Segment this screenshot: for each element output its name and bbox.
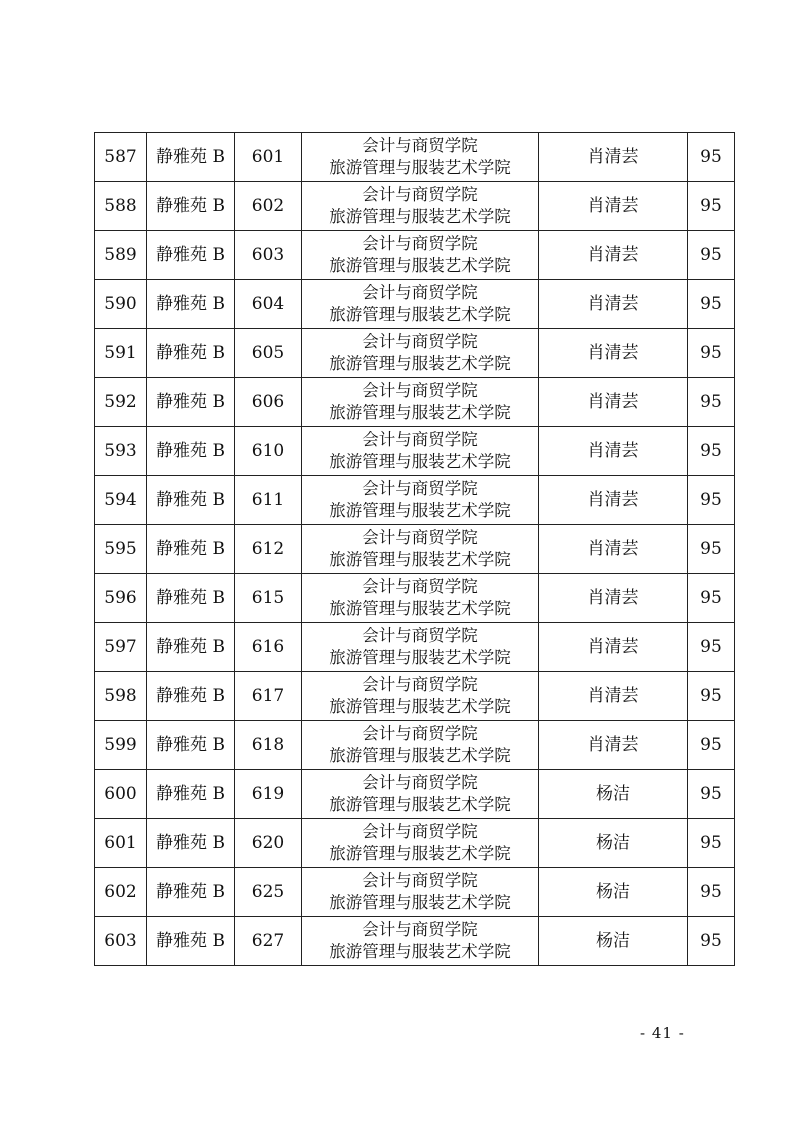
row-number-cell: 597 — [95, 623, 147, 672]
table-row — [95, 525, 735, 574]
responsible-person-cell: 肖清芸 — [539, 623, 688, 672]
responsible-person-cell: 肖清芸 — [539, 476, 688, 525]
college-cell — [302, 917, 539, 966]
table-row — [95, 427, 735, 476]
college-line-secondary: 旅游管理与服装艺术学院 — [329, 550, 511, 569]
row-number-cell: 595 — [95, 525, 147, 574]
row-number-cell: 591 — [95, 329, 147, 378]
room-cell: 619 — [235, 770, 302, 819]
building-cell: 静雅苑 B — [147, 378, 235, 427]
score-cell: 95 — [688, 476, 735, 525]
building-cell: 静雅苑 B — [147, 182, 235, 231]
room-cell: 618 — [235, 721, 302, 770]
page-number: - 41 - — [640, 1024, 685, 1042]
table-row — [95, 476, 735, 525]
score-cell: 95 — [688, 721, 735, 770]
college-cell — [302, 525, 539, 574]
college-line-primary: 会计与商贸学院 — [362, 528, 478, 547]
building-cell: 静雅苑 B — [147, 231, 235, 280]
college-line-primary: 会计与商贸学院 — [362, 626, 478, 645]
table-row — [95, 231, 735, 280]
college-cell — [302, 721, 539, 770]
score-cell: 95 — [688, 623, 735, 672]
room-cell: 616 — [235, 623, 302, 672]
score-cell: 95 — [688, 574, 735, 623]
room-cell: 605 — [235, 329, 302, 378]
responsible-person-cell: 杨洁 — [539, 868, 688, 917]
college-line-secondary: 旅游管理与服装艺术学院 — [329, 207, 511, 226]
room-cell: 603 — [235, 231, 302, 280]
responsible-person-cell: 肖清芸 — [539, 525, 688, 574]
college-cell — [302, 672, 539, 721]
college-cell — [302, 819, 539, 868]
table-row — [95, 182, 735, 231]
room-cell: 617 — [235, 672, 302, 721]
responsible-person-cell: 肖清芸 — [539, 574, 688, 623]
score-cell: 95 — [688, 182, 735, 231]
building-cell: 静雅苑 B — [147, 329, 235, 378]
college-line-primary: 会计与商贸学院 — [362, 185, 478, 204]
college-cell — [302, 280, 539, 329]
table-row — [95, 329, 735, 378]
row-number-cell: 598 — [95, 672, 147, 721]
row-number-cell: 601 — [95, 819, 147, 868]
responsible-person-cell: 肖清芸 — [539, 672, 688, 721]
row-number-cell: 592 — [95, 378, 147, 427]
college-cell — [302, 231, 539, 280]
table-row — [95, 378, 735, 427]
table-row — [95, 672, 735, 721]
college-line-primary: 会计与商贸学院 — [362, 773, 478, 792]
college-line-secondary: 旅游管理与服装艺术学院 — [329, 599, 511, 618]
college-cell — [302, 623, 539, 672]
college-line-secondary: 旅游管理与服装艺术学院 — [329, 795, 511, 814]
responsible-person-cell: 肖清芸 — [539, 378, 688, 427]
responsible-person-cell: 肖清芸 — [539, 182, 688, 231]
college-line-primary: 会计与商贸学院 — [362, 136, 478, 155]
college-line-primary: 会计与商贸学院 — [362, 332, 478, 351]
room-cell: 627 — [235, 917, 302, 966]
score-cell: 95 — [688, 868, 735, 917]
building-cell: 静雅苑 B — [147, 819, 235, 868]
row-number-cell: 603 — [95, 917, 147, 966]
score-cell: 95 — [688, 280, 735, 329]
row-number-cell: 590 — [95, 280, 147, 329]
row-number-cell: 588 — [95, 182, 147, 231]
row-number-cell: 599 — [95, 721, 147, 770]
building-cell: 静雅苑 B — [147, 133, 235, 182]
college-line-secondary: 旅游管理与服装艺术学院 — [329, 354, 511, 373]
table-row — [95, 868, 735, 917]
college-cell — [302, 476, 539, 525]
building-cell: 静雅苑 B — [147, 672, 235, 721]
building-cell: 静雅苑 B — [147, 623, 235, 672]
responsible-person-cell: 杨洁 — [539, 917, 688, 966]
score-cell: 95 — [688, 231, 735, 280]
score-cell: 95 — [688, 525, 735, 574]
college-cell — [302, 868, 539, 917]
room-cell: 602 — [235, 182, 302, 231]
table-body — [95, 133, 735, 966]
score-cell: 95 — [688, 917, 735, 966]
responsible-person-cell: 肖清芸 — [539, 280, 688, 329]
college-line-primary: 会计与商贸学院 — [362, 920, 478, 939]
college-line-primary: 会计与商贸学院 — [362, 430, 478, 449]
score-cell: 95 — [688, 819, 735, 868]
score-cell: 95 — [688, 427, 735, 476]
college-line-secondary: 旅游管理与服装艺术学院 — [329, 697, 511, 716]
responsible-person-cell: 杨洁 — [539, 819, 688, 868]
table-row — [95, 623, 735, 672]
building-cell: 静雅苑 B — [147, 868, 235, 917]
college-line-primary: 会计与商贸学院 — [362, 577, 478, 596]
college-line-primary: 会计与商贸学院 — [362, 871, 478, 890]
college-line-primary: 会计与商贸学院 — [362, 283, 478, 302]
building-cell: 静雅苑 B — [147, 476, 235, 525]
college-line-primary: 会计与商贸学院 — [362, 822, 478, 841]
row-number-cell: 594 — [95, 476, 147, 525]
building-cell: 静雅苑 B — [147, 721, 235, 770]
building-cell: 静雅苑 B — [147, 427, 235, 476]
row-number-cell: 602 — [95, 868, 147, 917]
college-cell — [302, 182, 539, 231]
row-number-cell: 600 — [95, 770, 147, 819]
college-cell — [302, 574, 539, 623]
dormitory-score-table — [94, 132, 735, 966]
score-cell: 95 — [688, 770, 735, 819]
table-row — [95, 574, 735, 623]
room-cell: 601 — [235, 133, 302, 182]
table-row — [95, 770, 735, 819]
college-line-secondary: 旅游管理与服装艺术学院 — [329, 893, 511, 912]
room-cell: 612 — [235, 525, 302, 574]
responsible-person-cell: 肖清芸 — [539, 721, 688, 770]
college-line-primary: 会计与商贸学院 — [362, 381, 478, 400]
table-row — [95, 917, 735, 966]
score-cell: 95 — [688, 329, 735, 378]
score-cell: 95 — [688, 672, 735, 721]
responsible-person-cell: 肖清芸 — [539, 329, 688, 378]
responsible-person-cell: 肖清芸 — [539, 133, 688, 182]
college-cell — [302, 770, 539, 819]
row-number-cell: 589 — [95, 231, 147, 280]
college-line-secondary: 旅游管理与服装艺术学院 — [329, 452, 511, 471]
building-cell: 静雅苑 B — [147, 280, 235, 329]
table-row — [95, 819, 735, 868]
college-cell — [302, 378, 539, 427]
building-cell: 静雅苑 B — [147, 525, 235, 574]
college-line-secondary: 旅游管理与服装艺术学院 — [329, 648, 511, 667]
room-cell: 620 — [235, 819, 302, 868]
building-cell: 静雅苑 B — [147, 574, 235, 623]
row-number-cell: 596 — [95, 574, 147, 623]
college-cell — [302, 133, 539, 182]
room-cell: 610 — [235, 427, 302, 476]
college-line-secondary: 旅游管理与服装艺术学院 — [329, 501, 511, 520]
college-line-primary: 会计与商贸学院 — [362, 675, 478, 694]
building-cell: 静雅苑 B — [147, 917, 235, 966]
college-line-secondary: 旅游管理与服装艺术学院 — [329, 942, 511, 961]
college-line-secondary: 旅游管理与服装艺术学院 — [329, 403, 511, 422]
college-line-secondary: 旅游管理与服装艺术学院 — [329, 256, 511, 275]
college-line-secondary: 旅游管理与服装艺术学院 — [329, 844, 511, 863]
score-cell: 95 — [688, 378, 735, 427]
building-cell: 静雅苑 B — [147, 770, 235, 819]
college-cell — [302, 329, 539, 378]
score-cell: 95 — [688, 133, 735, 182]
room-cell: 615 — [235, 574, 302, 623]
table-row — [95, 280, 735, 329]
row-number-cell: 593 — [95, 427, 147, 476]
room-cell: 606 — [235, 378, 302, 427]
row-number-cell: 587 — [95, 133, 147, 182]
college-line-secondary: 旅游管理与服装艺术学院 — [329, 158, 511, 177]
table-row — [95, 133, 735, 182]
table-row — [95, 721, 735, 770]
college-line-primary: 会计与商贸学院 — [362, 724, 478, 743]
college-line-secondary: 旅游管理与服装艺术学院 — [329, 305, 511, 324]
college-line-primary: 会计与商贸学院 — [362, 234, 478, 253]
responsible-person-cell: 肖清芸 — [539, 427, 688, 476]
responsible-person-cell: 杨洁 — [539, 770, 688, 819]
room-cell: 611 — [235, 476, 302, 525]
room-cell: 625 — [235, 868, 302, 917]
responsible-person-cell: 肖清芸 — [539, 231, 688, 280]
room-cell: 604 — [235, 280, 302, 329]
college-line-secondary: 旅游管理与服装艺术学院 — [329, 746, 511, 765]
college-line-primary: 会计与商贸学院 — [362, 479, 478, 498]
college-cell — [302, 427, 539, 476]
